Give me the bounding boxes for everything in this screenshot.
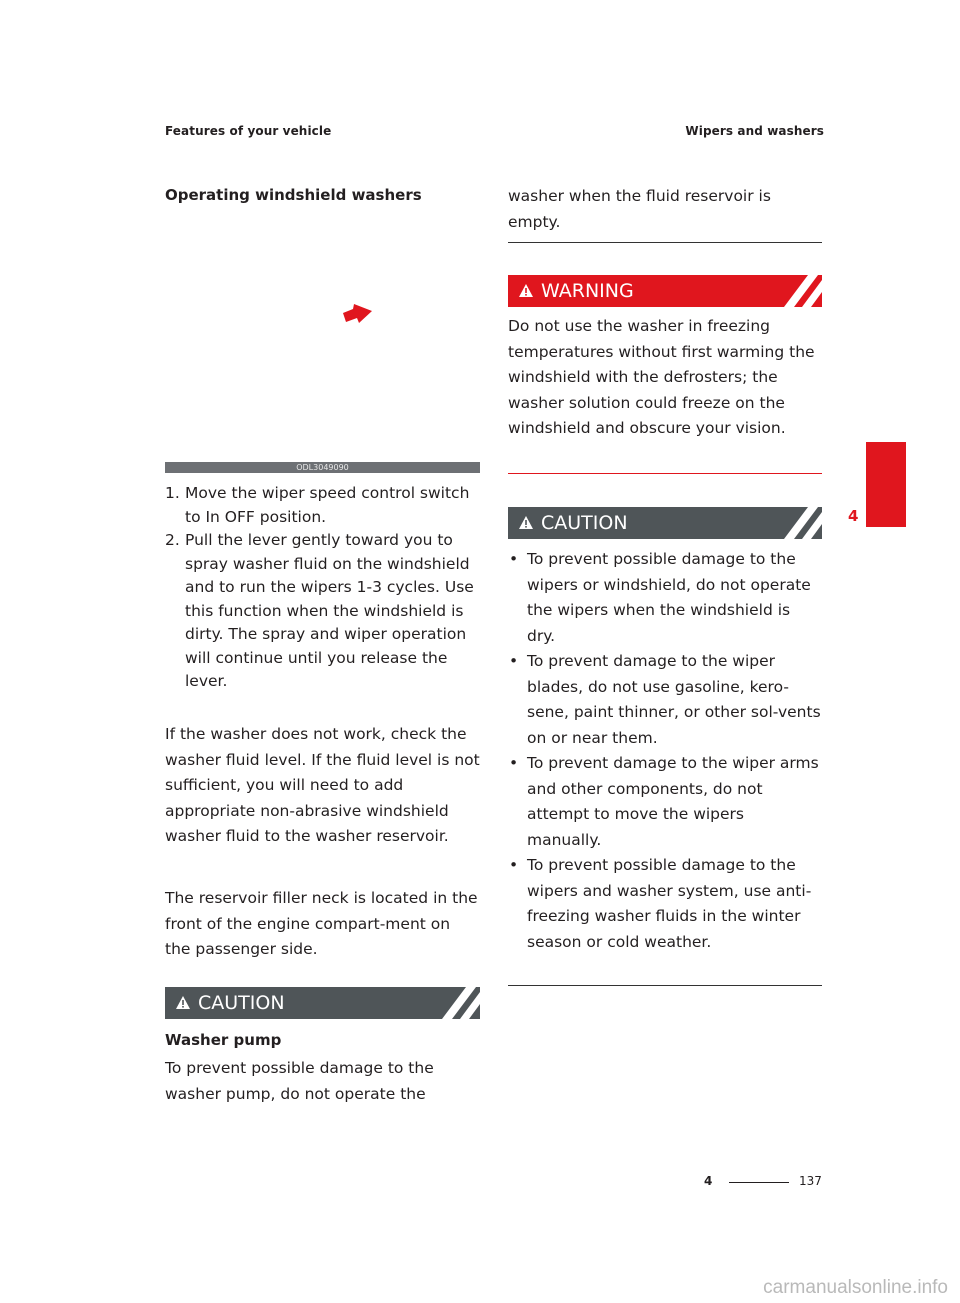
warning-triangle-icon (175, 995, 191, 1010)
list-item-text: To prevent damage to the wiper arms and other components, do not attempt to move the wipers manually. (527, 754, 819, 849)
banner-stripes-icon (770, 507, 822, 539)
caution-label: CAUTION (198, 992, 285, 1014)
list-item (508, 751, 822, 853)
banner-stripes-icon (770, 275, 822, 307)
warning-label: WARNING (541, 280, 634, 302)
banner-stripes-icon (428, 987, 480, 1019)
figure-caption: ODL3049090 (165, 462, 480, 473)
bullet-icon: • (509, 550, 519, 568)
step-item (165, 529, 480, 694)
caution-label: CAUTION (541, 512, 628, 534)
running-header-left: Features of your vehicle (165, 124, 332, 138)
step-number: 2. (165, 531, 180, 549)
list-item-text: To prevent possible damage to the wipers and washer system, use anti-freezing washer fluids in the winter season or cold weather. (527, 856, 812, 951)
warning-divider (508, 473, 822, 474)
warning-triangle-icon (518, 515, 534, 530)
washer-figure (165, 225, 480, 473)
caution-banner (508, 507, 822, 539)
body-paragraph: The reservoir filler neck is located in the front of the engine compart-ment on the passenger side. (165, 889, 478, 958)
footer-page-number: 137 (799, 1174, 822, 1188)
warning-banner (508, 275, 822, 307)
running-header-right: Wipers and washers (685, 124, 824, 138)
step-item (165, 482, 480, 529)
list-item (508, 547, 822, 649)
bullet-icon: • (509, 856, 519, 874)
list-item (508, 853, 822, 955)
step-text: Pull the lever gently toward you to spray washer fluid on the windshield and to run the wipers 1-3 cycles. Use this function when the windshield is dirty. The spray and wiper operation will continue until you release the lever. (185, 531, 474, 690)
bullet-icon: • (509, 652, 519, 670)
warning-text: Do not use the washer in freezing temperatures without first warming the windshield with the defrosters; the washer solution could freeze on the windshield and obscure your vision. (508, 317, 815, 437)
section-divider (508, 242, 822, 243)
caution-text: To prevent possible damage to the washer pump, do not operate the (165, 1059, 434, 1103)
caution-text-continued: washer when the fluid reservoir is empty. (508, 187, 771, 231)
caution-list (508, 547, 822, 955)
instruction-steps (165, 482, 480, 694)
section-title: Operating windshield washers (165, 186, 422, 204)
direction-arrow-icon (341, 303, 373, 325)
warning-triangle-icon (518, 283, 534, 298)
caution-subhead: Washer pump (165, 1031, 282, 1049)
list-item-text: To prevent possible damage to the wipers or windshield, do not operate the wipers when the windshield is dry. (527, 550, 811, 645)
list-item-text: To prevent damage to the wiper blades, do not use gasoline, kero-sene, paint thinner, or other sol-vents on or near them. (527, 652, 821, 747)
list-item (508, 649, 822, 751)
footer-chapter: 4 (704, 1174, 713, 1188)
chapter-tab (866, 442, 906, 527)
watermark: carmanualsonline.info (763, 1277, 948, 1298)
body-paragraph: If the washer does not work, check the washer fluid level. If the fluid level is not sufficient, you will need to add appropriate non-abrasive windshield washer fluid to the washer reservoir. (165, 725, 480, 845)
bullet-icon: • (509, 754, 519, 772)
step-text: Move the wiper speed control switch to In OFF position. (185, 484, 470, 526)
caution-banner (165, 987, 480, 1019)
section-divider (508, 985, 822, 986)
step-number: 1. (165, 484, 180, 502)
chapter-tab-number: 4 (848, 507, 859, 525)
footer-divider (729, 1182, 789, 1183)
